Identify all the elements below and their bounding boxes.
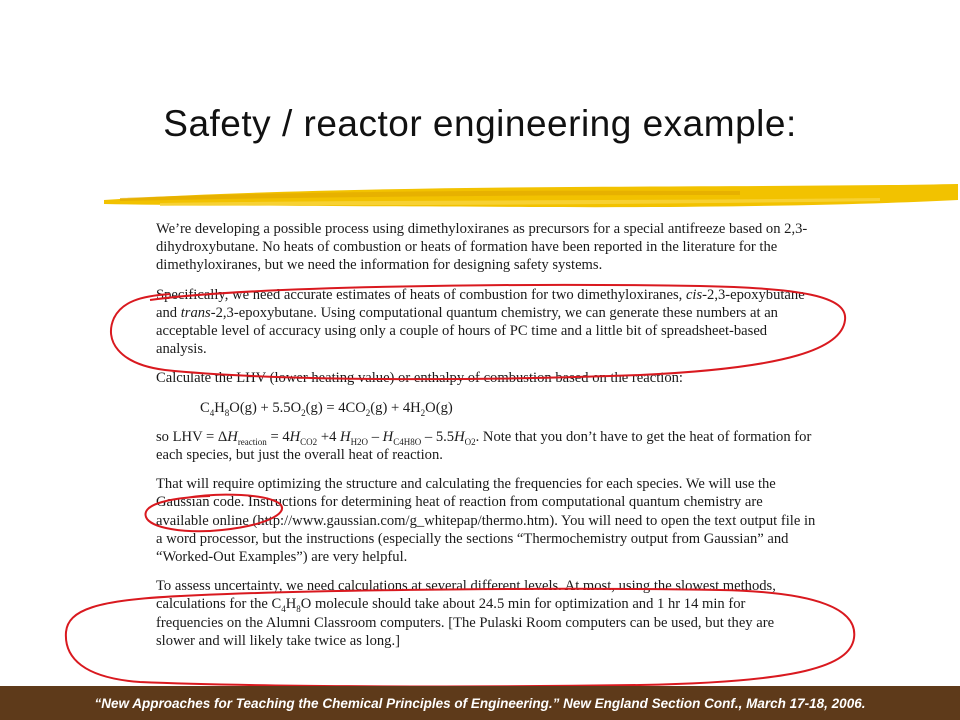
doc-italic: H: [340, 428, 351, 445]
doc-text: -2,3-epoxybutane. Using computational quantum chemistry, we can generate these numbers at an acceptable level of accuracy using only a couple of hours of PC time and a little bit of spreadsheet-based analysis.: [156, 304, 778, 358]
doc-subscript: O2: [464, 436, 476, 447]
doc-text: –: [368, 428, 383, 445]
doc-text: +4: [317, 428, 341, 445]
eq-subscript: 2: [301, 407, 306, 418]
doc-text: Specifically, we need accurate estimates of heats of combustion for two dimethyloxiranes,: [156, 286, 686, 303]
slide-title: Safety / reactor engineering example:: [163, 103, 797, 144]
doc-text: H: [285, 596, 297, 613]
doc-subscript: 8: [296, 604, 301, 615]
scanned-document-excerpt: [156, 220, 816, 661]
doc-italic-cis: cis: [685, 286, 703, 303]
doc-paragraph-gaussian: That will require optimizing the structure and calculating the frequencies for each species. We will use the Gaussian code. Instructions for determining heat of reaction from computational quantum chemistry are available online (http://www.gaussian.com/g_whitepap/thermo.htm). You will need to open the text output file in a word processor, but the instructions (especially the sections “Thermochemistry output from Gaussian” and “Worked-Out Examples”) are very helpful.: [156, 476, 816, 566]
doc-paragraph-uncertainty: [156, 577, 816, 650]
eq-text: C: [200, 399, 210, 416]
doc-subscript: reaction: [237, 436, 267, 447]
doc-italic: H: [454, 428, 465, 445]
doc-italic: H: [227, 428, 238, 445]
doc-subscript: CO2: [300, 436, 318, 447]
title-underline-swoosh: [100, 178, 960, 212]
eq-subscript: 2: [420, 407, 426, 418]
eq-subscript: 2: [365, 407, 371, 418]
doc-text: . Note that you don’t have to get the heat of formation for each species, but just the overall heat of reaction.: [156, 428, 812, 464]
doc-subscript: 4: [281, 604, 286, 615]
eq-text: (g) + 4H: [370, 399, 421, 416]
doc-paragraph-calculate: Calculate the LHV (lower heating value) or enthalpy of combustion based on the reaction:: [156, 370, 683, 387]
doc-text: so LHV = Δ: [156, 428, 228, 445]
eq-subscript: 8: [224, 407, 230, 418]
doc-text: – 5.5: [421, 428, 455, 445]
doc-subscript: H2O: [350, 436, 369, 447]
doc-italic-trans: trans: [180, 304, 211, 321]
eq-text: O(g) + 5.5O: [229, 399, 302, 416]
doc-paragraph-specifically: [156, 286, 816, 359]
doc-paragraph-intro: We’re developing a possible process using dimethyloxiranes as precursors for a special antifreeze based on 2,3-dihydroxybutane. No heats of combustion or heats of formation have been reported in the literature for the dimethyloxiranes, but we need the information for designing safety systems.: [156, 221, 808, 274]
eq-subscript: 4: [209, 407, 215, 418]
doc-text: = 4: [266, 428, 290, 445]
reaction-equation: [200, 399, 816, 417]
doc-paragraph-lhv: [156, 428, 816, 464]
eq-text: (g) = 4CO: [305, 399, 366, 416]
doc-subscript: C4H8O: [393, 436, 422, 447]
eq-text: H: [214, 399, 225, 416]
doc-text: O molecule should take about 24.5 min for optimization and 1 hr 14 min for frequencies on the Alumni Classroom computers. [The Pulaski Room computers can be used, but they are slower and will likely take twice as long.]: [156, 596, 775, 649]
eq-text: O(g): [425, 399, 453, 416]
doc-italic: H: [382, 428, 394, 445]
doc-text: -2,3-epoxybutane and: [156, 286, 805, 321]
doc-text: To assess uncertainty, we need calculations at several different levels. At most, using the slowest methods, calculations for the C: [156, 578, 776, 613]
footer-citation-bar: [0, 686, 960, 720]
footer-citation: “New Approaches for Teaching the Chemical Principles of Engineering.” New England Section Conf., March 17-18, 2006.: [94, 695, 866, 711]
doc-italic: H: [289, 428, 301, 445]
